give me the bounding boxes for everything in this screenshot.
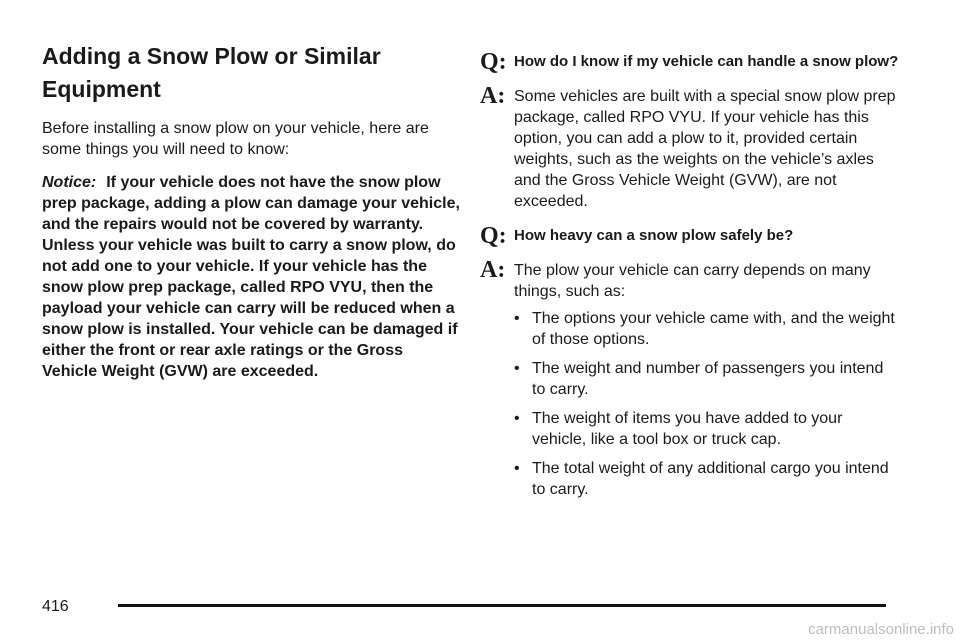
answer-mark-a: A: — [480, 257, 506, 283]
question-text: How heavy can a snow plow safely be? — [514, 227, 794, 244]
answer-text: The plow your vehicle can carry depends on many things, such as: — [514, 262, 871, 300]
notice-paragraph — [42, 172, 462, 382]
answer-2 — [480, 257, 900, 500]
list-item: • The weight and number of passengers you intend to carry. — [514, 360, 884, 398]
answer-mark-a: A: — [480, 83, 506, 109]
answer-text: Some vehicles are built with a special snow plow prep package, called RPO VYU. If your vehicle has this option, you can add a plow to it, provided certain weights, such as the weights on the vehicle’s axles and the Gross Vehicle Weight (GVW), are not exceeded. — [514, 88, 896, 210]
notice-label: Notice: — [42, 174, 97, 191]
question-1 — [480, 49, 900, 75]
answer-1 — [480, 83, 900, 212]
section-heading: Adding a Snow Plow or Similar Equipment — [42, 43, 381, 102]
intro-paragraph: Before installing a snow plow on your vehicle, here are some things you will need to know: — [42, 120, 429, 158]
bullet-icon: • — [514, 410, 520, 427]
right-column — [480, 49, 900, 508]
notice-text: If your vehicle does not have the snow plow prep package, adding a plow can damage your vehicle, and the repairs would not be covered by warranty. Unless your vehicle was built to carry a snow plow, do not add one to your vehicle. If your vehicle has the snow plow prep package, called RPO VYU, then the payload your vehicle can carry will be reduced when a snow plow is installed. Your vehicle can be damaged if either the front or rear axle ratings or the Gross Vehicle Weight (GVW) are exceeded. — [42, 174, 460, 380]
question-mark-q: Q: — [480, 223, 507, 249]
list-item: • The options your vehicle came with, and the weight of those options. — [514, 310, 895, 348]
bullet-list — [514, 308, 900, 500]
question-text: How do I know if my vehicle can handle a snow plow? — [514, 53, 899, 70]
list-item: • The total weight of any additional cargo you intend to carry. — [514, 460, 889, 498]
left-column — [42, 40, 462, 382]
question-2 — [480, 223, 900, 249]
bullet-icon: • — [514, 460, 520, 477]
bullet-icon: • — [514, 360, 520, 377]
question-mark-q: Q: — [480, 49, 507, 75]
footer-rule — [118, 604, 886, 607]
page-number: 416 — [42, 598, 69, 615]
bullet-icon: • — [514, 310, 520, 327]
list-item: • The weight of items you have added to your vehicle, like a tool box or truck cap. — [514, 410, 843, 448]
watermark: carmanualsonline.info — [808, 621, 954, 638]
